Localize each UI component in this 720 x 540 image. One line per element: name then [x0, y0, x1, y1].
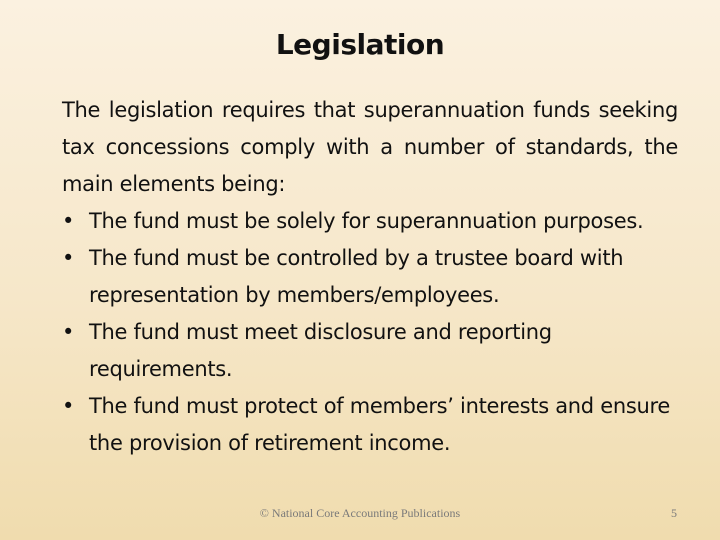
- slide-body: [62, 92, 678, 462]
- bullet-item: [62, 203, 678, 240]
- bullet-icon: •: [62, 320, 75, 344]
- bullet-icon: •: [62, 394, 75, 418]
- bullet-icon: •: [62, 246, 75, 270]
- intro-paragraph: The legislation requires that superannuation funds seeking tax concessions comply with a number of standards, the main elements being:: [62, 98, 678, 196]
- bullet-item: [62, 388, 678, 462]
- footer-copyright: © National Core Accounting Publications: [259, 506, 461, 520]
- bullet-text: The fund must be controlled by a trustee board with representation by members/employees.: [89, 246, 624, 307]
- bullet-list: [62, 203, 678, 462]
- bullet-item: [62, 314, 678, 388]
- bullet-item: [62, 240, 678, 314]
- bullet-text: The fund must be solely for superannuation purposes.: [89, 209, 644, 233]
- bullet-icon: •: [62, 209, 75, 233]
- bullet-text: The fund must meet disclosure and reporting requirements.: [89, 320, 552, 381]
- slide-title: Legislation: [275, 28, 445, 61]
- page-number: 5: [671, 506, 677, 520]
- bullet-text: The fund must protect of members’ interests and ensure the provision of retirement income.: [89, 394, 670, 455]
